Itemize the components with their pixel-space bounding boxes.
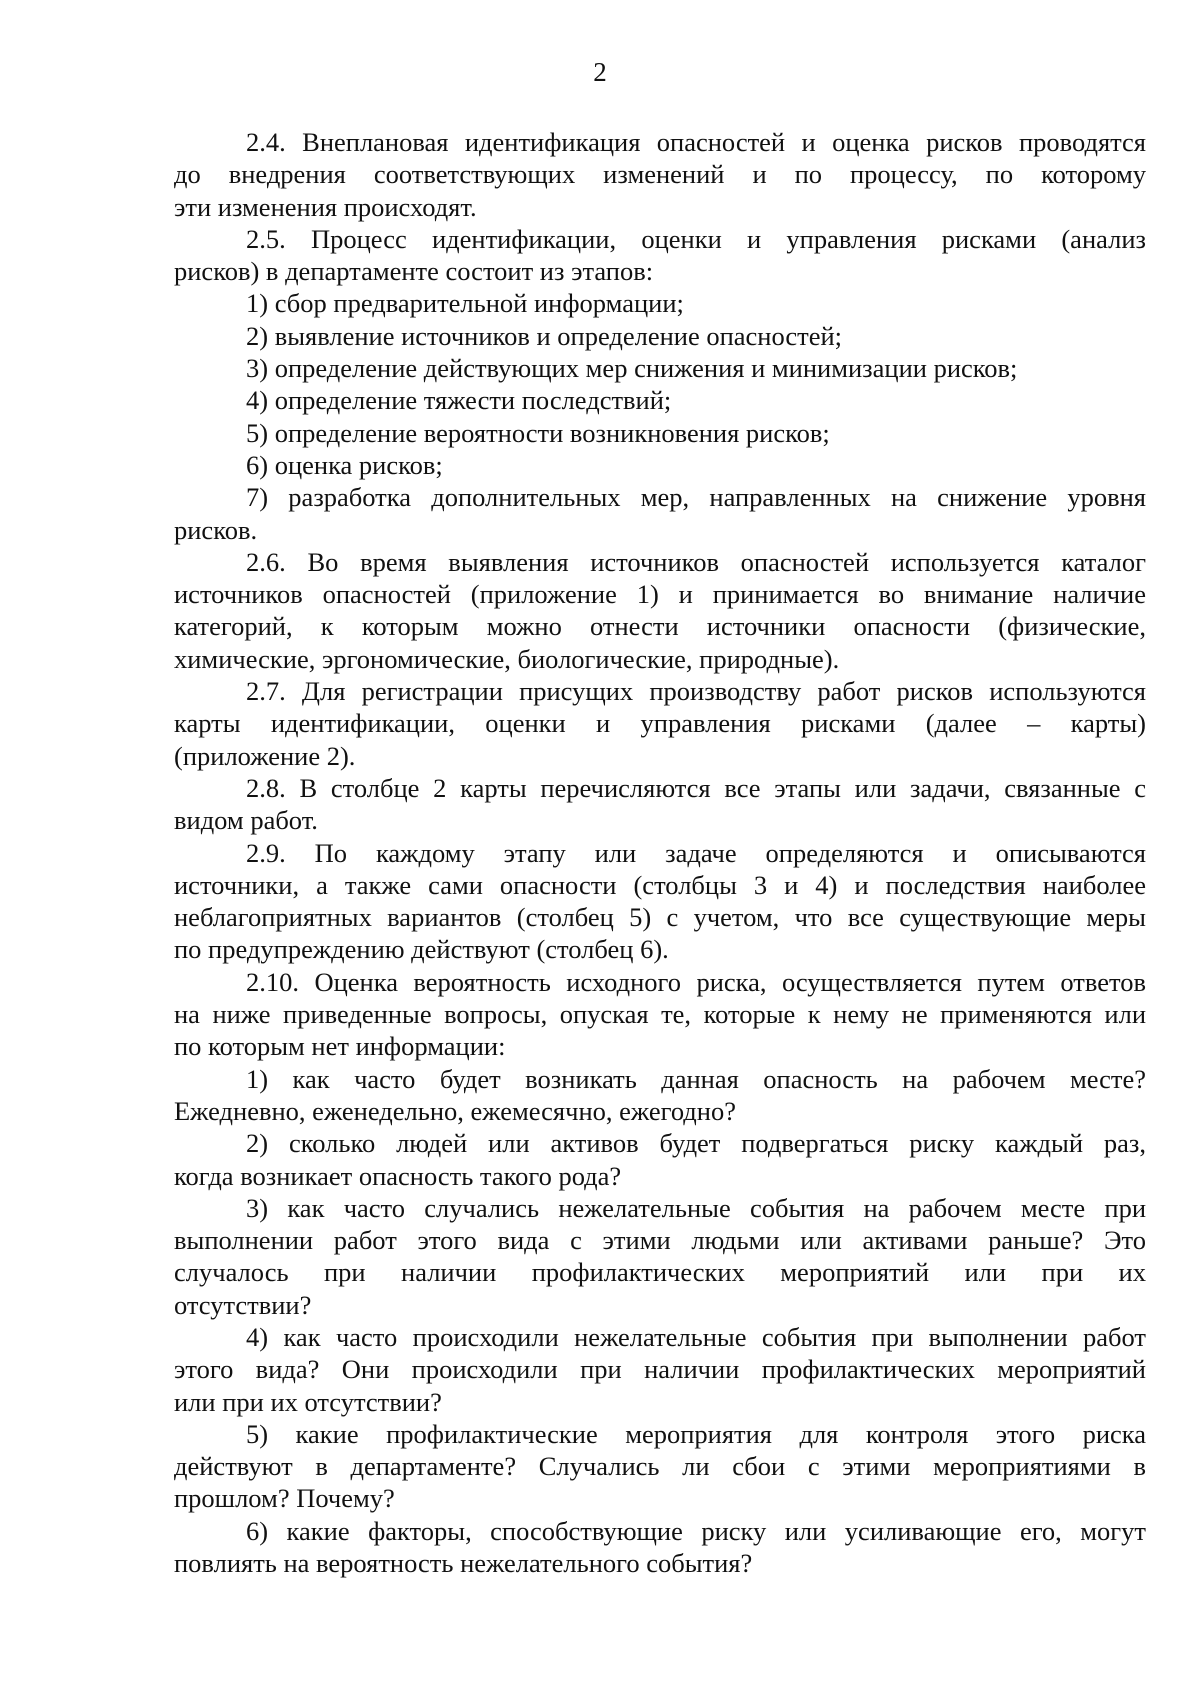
list-item: 7) разработка дополнительных мер, направленных на снижение уровня [246,482,1146,513]
text-line: 2.5. Процесс идентификации, оценки и управления рисками (анализ [246,223,1146,254]
text-line: на ниже приведенные вопросы, опуская те, которые к нему не применяются или [174,999,1146,1030]
text-line: (приложение 2). [174,740,356,771]
list-item: 2) выявление источников и определение опасностей; [246,320,843,351]
text-line: отсутствии? [174,1289,312,1320]
text-line: по которым нет информации: [174,1031,506,1062]
list-item: 4) как часто происходили нежелательные события при выполнении работ [246,1321,1146,1352]
text-line: карты идентификации, оценки и управления рисками (далее – карты) [174,708,1146,739]
text-line: категорий, к которым можно отнести источники опасности (физические, [174,611,1146,642]
list-item: 6) какие факторы, способствующие риску или усиливающие его, могут [246,1515,1146,1546]
list-item: 5) какие профилактические мероприятия для контроля этого риска [246,1418,1146,1449]
list-item: 6) оценка рисков; [246,449,443,480]
text-line: 2.6. Во время выявления источников опасностей используется каталог [246,546,1146,577]
text-line: 2.10. Оценка вероятность исходного риска, осуществляется путем ответов [246,966,1146,997]
text-line: этого вида? Они происходили при наличии профилактических мероприятий [174,1354,1146,1385]
text-line: рисков. [174,514,258,545]
list-item: 2) сколько людей или активов будет подвергаться риску каждый раз, [246,1128,1146,1159]
text-line: 2.7. Для регистрации присущих производству работ рисков используются [246,676,1146,707]
text-line: по предупреждению действуют (столбец 6). [174,934,669,965]
text-line: 2.9. По каждому этапу или задаче определяются и описываются [246,837,1146,868]
text-line: источников опасностей (приложение 1) и принимается во внимание наличие [174,579,1146,610]
text-line: выполнении работ этого вида с этими людьми или активами раньше? Это [174,1225,1146,1256]
text-line: 2.4. Внеплановая идентификация опасностей и оценка рисков проводятся [246,127,1146,157]
page-number: 2 [593,57,607,87]
document-body [174,126,1146,1579]
text-line: неблагоприятных вариантов (столбец 5) с учетом, что все существующие меры [174,902,1146,933]
list-item: 3) как часто случались нежелательные события на рабочем месте при [246,1192,1146,1223]
text-line: когда возникает опасность такого рода? [174,1160,622,1191]
list-item: 4) определение тяжести последствий; [246,385,672,416]
text-line: Ежедневно, еженедельно, ежемесячно, ежегодно? [174,1095,736,1126]
text-line: видом работ. [174,805,318,836]
list-item: 5) определение вероятности возникновения рисков; [246,417,830,448]
list-item: 1) как часто будет возникать данная опасность на рабочем месте? [246,1063,1146,1094]
text-line: случалось при наличии профилактических мероприятий или при их [174,1257,1146,1288]
list-item: 3) определение действующих мер снижения и минимизации рисков; [246,353,1018,384]
text-line: химические, эргономические, биологические, природные). [174,643,840,674]
text-line: источники, а также сами опасности (столбцы 3 и 4) и последствия наиболее [174,869,1146,900]
text-line: повлиять на вероятность нежелательного события? [174,1548,753,1579]
list-item: 1) сбор предварительной информации; [246,288,684,319]
text-line: рисков) в департаменте состоит из этапов: [174,256,654,287]
text-line: эти изменения происходят. [174,191,477,222]
text-line: или при их отсутствии? [174,1386,442,1417]
text-line: 2.8. В столбце 2 карты перечисляются все этапы или задачи, связанные с [246,772,1146,803]
text-line: прошлом? Почему? [174,1483,395,1514]
text-line: до внедрения соответствующих изменений и по процессу, по которому [174,159,1146,190]
text-line: действуют в департаменте? Случались ли сбои с этими мероприятиями в [174,1451,1146,1482]
